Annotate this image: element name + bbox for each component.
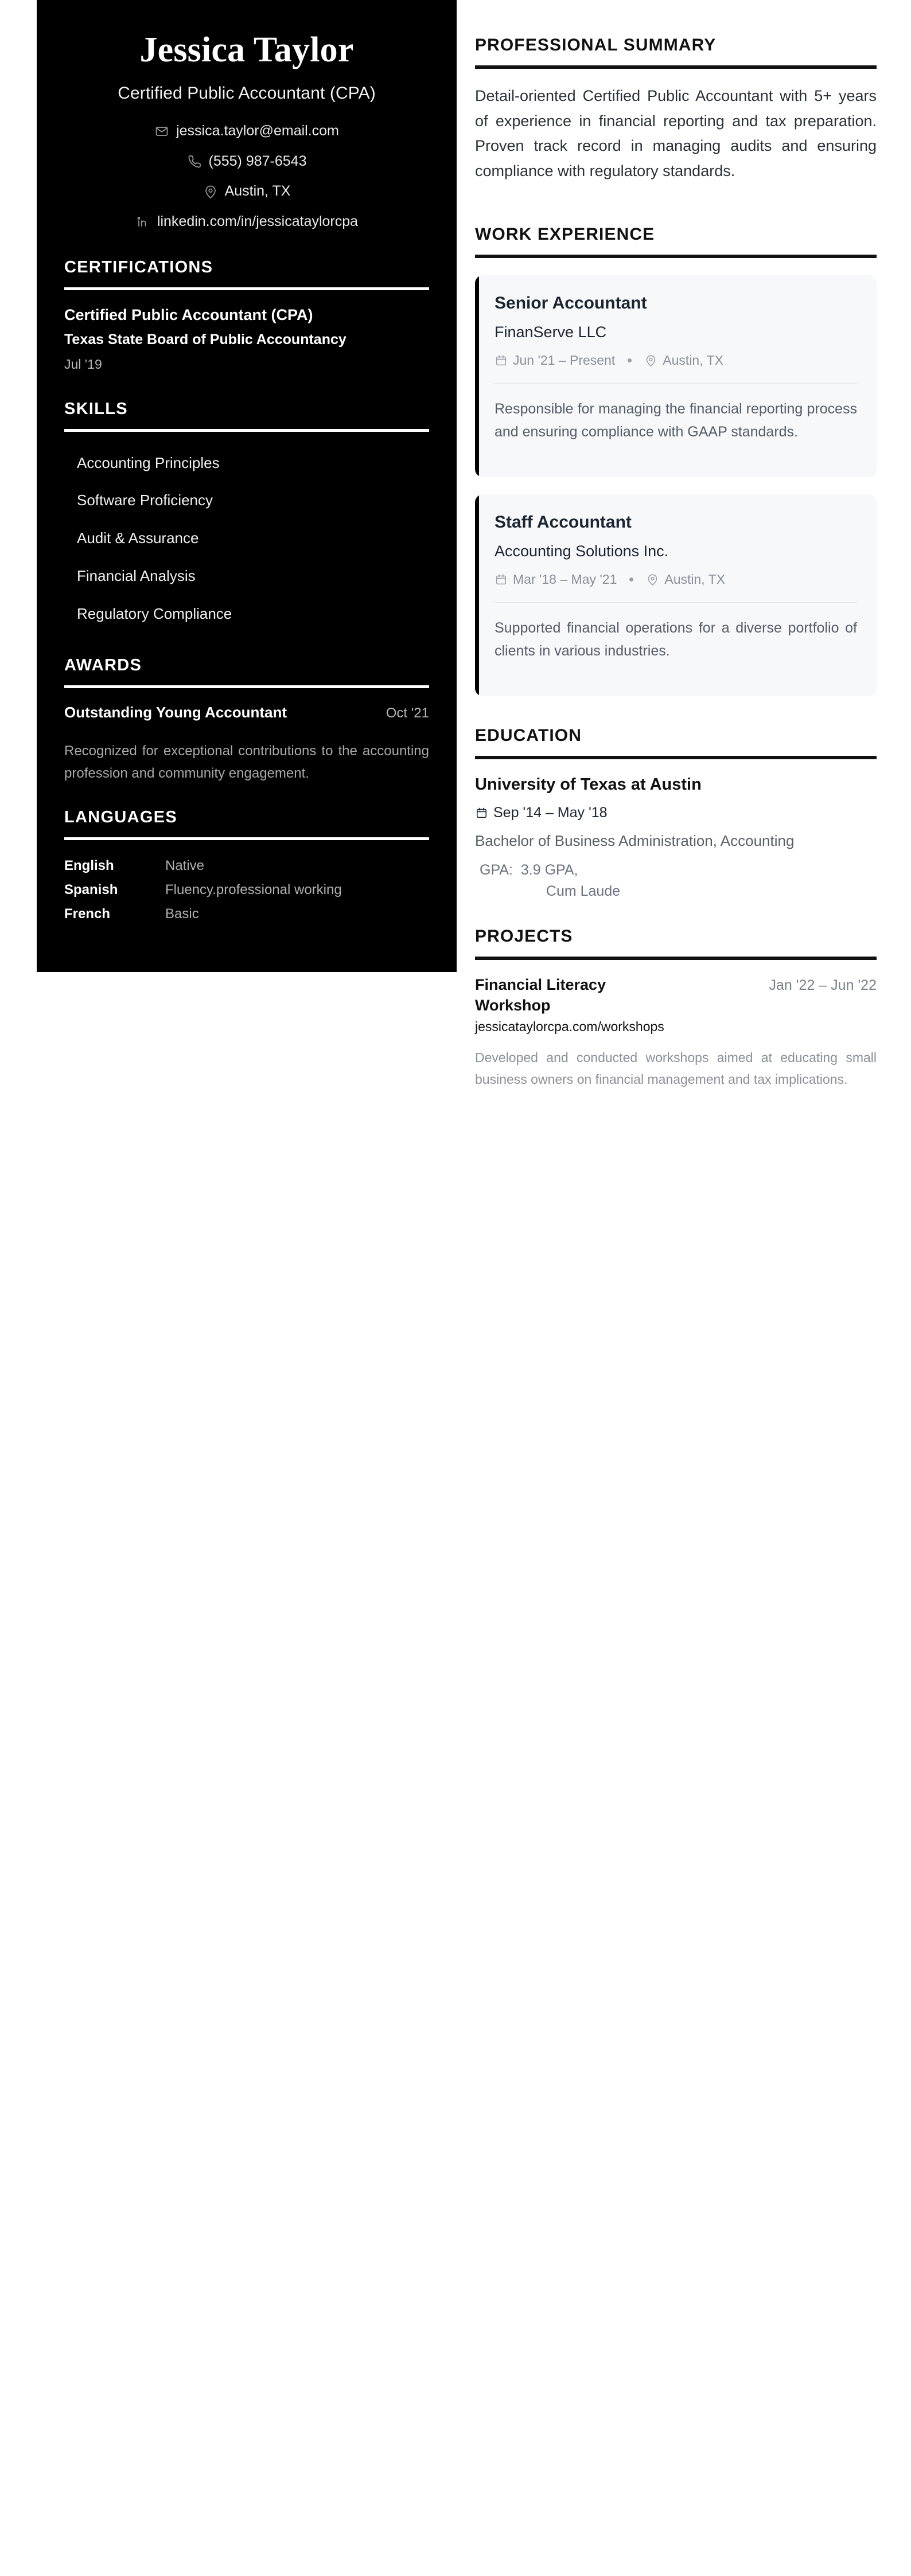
section-awards [64,656,429,786]
education-degree: Bachelor of Business Administration, Accounting [475,832,795,849]
section-rule [64,685,429,688]
language-item [64,854,429,878]
summary-text: Detail-oriented Certified Public Accountant with 5+ years of experience in financial reporting and tax preparation. Proven track record in managing audits and ensuring compliance with regulatory standards. [475,87,877,180]
award-date: Oct '21 [386,705,429,721]
section-title-summary: PROFESSIONAL SUMMARY [475,36,717,54]
section-certifications [64,258,429,373]
gpa-value: 3.9 GPA, [520,862,578,879]
certification-date: Jul '19 [64,356,102,372]
location-icon [644,354,657,367]
education-item [475,774,877,901]
education-gpa-row [475,860,877,901]
section-work-experience [475,225,877,696]
job-card [475,275,877,477]
linkedin-icon [135,214,150,229]
certification-item [64,305,429,373]
certification-name: Certified Public Accountant (CPA) [64,306,313,323]
contact-list [64,122,429,232]
job-card [475,494,877,696]
calendar-icon [495,573,507,586]
resume-columns [0,0,911,1103]
education-dates-row [475,803,877,822]
section-title-education: EDUCATION [475,725,582,745]
contact-value-linkedin: linkedin.com/in/jessicataylorcpa [157,213,359,230]
section-rule [475,756,877,759]
education-dates: Sep '14 – May '18 [493,805,608,821]
section-title-awards: AWARDS [64,655,142,674]
contact-item-location [64,182,429,201]
job-location: Austin, TX [663,352,723,368]
language-name: English [64,858,114,874]
contact-item-phone[interactable] [64,152,429,171]
certification-issuer: Texas State Board of Public Accountancy [64,331,347,348]
language-list [64,854,429,926]
gpa-label: GPA: [480,862,513,879]
phone-icon [187,154,202,169]
meta-separator-dot [629,577,633,581]
education-school: University of Texas at Austin [475,775,702,794]
skill-list [64,444,429,633]
spacer [475,701,877,726]
main-column [475,0,877,1103]
contact-value-email: jessica.taylor@email.com [176,122,339,139]
skill-item: Accounting Principles [77,454,220,471]
language-level: Basic [165,906,199,922]
section-skills [64,400,429,633]
project-description: Developed and conducted workshops aimed at educating small business owners on financial management and tax implications. [475,1050,877,1087]
job-dates: Mar '18 – May '21 [513,571,617,587]
spacer [475,200,877,225]
section-languages [64,808,429,926]
award-title: Outstanding Young Accountant [64,703,287,721]
language-item [64,902,429,926]
gpa-value-group [521,860,620,901]
gpa-honors: Cum Laude [546,883,621,899]
section-education [475,726,877,901]
sidebar [37,0,457,972]
meta-separator-dot [628,358,632,362]
candidate-headline: Certified Public Accountant (CPA) [118,83,376,103]
job-company: Accounting Solutions Inc. [495,542,669,560]
job-dates: Jun '21 – Present [513,352,616,368]
contact-value-phone: (555) 987-6543 [208,153,307,169]
language-name: French [64,906,111,922]
job-meta [495,571,857,588]
location-icon [203,184,218,199]
mail-icon [154,124,169,139]
candidate-name: Jessica Taylor [139,30,354,69]
award-header [64,703,429,723]
section-title-experience: WORK EXPERIENCE [475,224,655,244]
project-name: Financial Literacy Workshop [475,975,606,1014]
job-description: Responsible for managing the financial reporting process and ensuring compliance with GAAP standards. [495,400,857,440]
job-location: Austin, TX [664,571,726,587]
job-description: Supported financial operations for a diverse portfolio of clients in various industries. [495,619,857,659]
skill-item: Software Proficiency [77,491,213,509]
contact-value-location: Austin, TX [224,183,291,200]
section-rule [475,255,877,258]
section-title-skills: SKILLS [64,399,128,418]
section-rule [475,65,877,69]
job-company: FinanServe LLC [495,323,607,341]
skill-item: Financial Analysis [77,567,196,585]
job-role: Senior Accountant [495,293,647,313]
job-role: Staff Accountant [495,512,632,532]
language-level: Fluency.professional working [165,882,342,898]
project-item [475,975,877,1090]
card-divider [495,602,857,603]
section-title-certifications: CERTIFICATIONS [64,257,213,276]
job-meta [495,352,857,369]
section-professional-summary [475,36,877,184]
section-rule [475,957,877,960]
language-name: Spanish [64,882,118,898]
section-rule [64,837,429,840]
section-title-projects: PROJECTS [475,926,573,946]
skill-item: Regulatory Compliance [77,604,232,622]
contact-item-email[interactable] [64,122,429,141]
card-divider [495,383,857,384]
skill-item: Audit & Assurance [77,529,199,547]
spacer [475,906,877,927]
location-icon [646,573,659,586]
section-projects [475,927,877,1090]
section-title-languages: LANGUAGES [64,808,177,827]
award-description: Recognized for exceptional contributions to the accounting profession and community engagement. [64,743,429,782]
project-header [475,975,877,1016]
project-url[interactable]: jessicataylorcpa.com/workshops [475,1019,664,1035]
award-item [64,703,429,786]
section-rule [64,287,429,290]
project-date: Jan '22 – Jun '22 [769,977,877,993]
language-level: Native [165,858,205,874]
contact-item-linkedin[interactable] [64,212,429,232]
language-item [64,878,429,902]
calendar-icon [495,354,507,367]
calendar-icon [475,807,488,819]
section-rule [64,429,429,432]
